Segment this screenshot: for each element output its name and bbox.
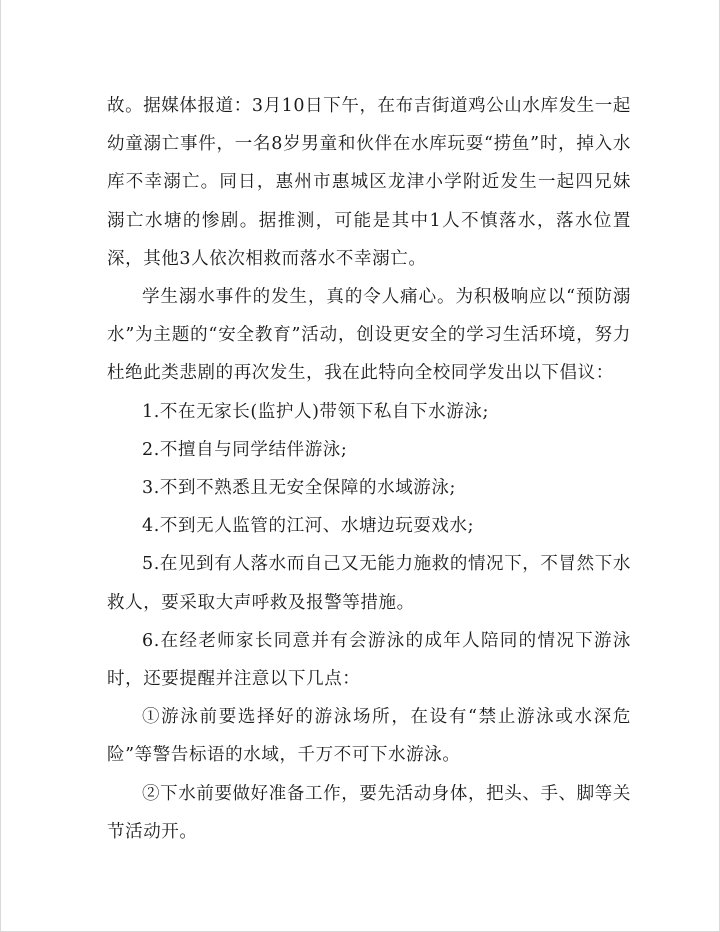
proposal-item-6: 6.在经老师家长同意并有会游泳的成年人陪同的情况下游泳时，还要提醒并注意以下几点： — [107, 630, 631, 690]
paragraph-continuation: 故。据媒体报道：3月10日下午，在布吉街道鸡公山水库发生一起幼童溺亡事件，一名8岁男童和伙伴在水库玩耍“捞鱼”时，掉入水库不幸溺亡。同日，惠州市惠城区龙津小学附近发生一起四兄妹溺亡水塘的惨剧。据推测，可能是其中1人不慎落水，落水位置深，其他3人依次相救而落水不幸溺亡。 — [107, 96, 631, 269]
document-body — [107, 87, 631, 851]
proposal-item-1: 1.不在无家长(监护人)带领下私自下水游泳; — [142, 401, 489, 422]
proposal-item-4: 4.不到无人监管的江河、水塘边玩耍戏水; — [142, 516, 475, 537]
proposal-subitem-1: ①游泳前要选择好的游泳场所，在设有“禁止游泳或水深危险”等警告标语的水域，千万不可下水游泳。 — [107, 707, 631, 766]
proposal-item-2: 2.不擅自与同学结伴游泳; — [142, 439, 348, 460]
proposal-subitem-2: ②下水前要做好准备工作，要先活动身体，把头、手、脚等关节活动开。 — [107, 783, 631, 842]
proposal-item-3: 3.不到不熟悉且无安全保障的水域游泳; — [142, 478, 456, 499]
proposal-item-5: 5.在见到有人落水而自己又无能力施救的情况下，不冒然下水救人，要采取大声呼救及报警等措施。 — [107, 554, 631, 613]
paragraph-appeal-intro: 学生溺水事件的发生，真的令人痛心。为积极响应以“预防溺水”为主题的“安全教育”活动，创设更安全的学习生活环境，努力杜绝此类悲剧的再次发生，我在此特向全校同学发出以下倡议： — [107, 287, 631, 384]
